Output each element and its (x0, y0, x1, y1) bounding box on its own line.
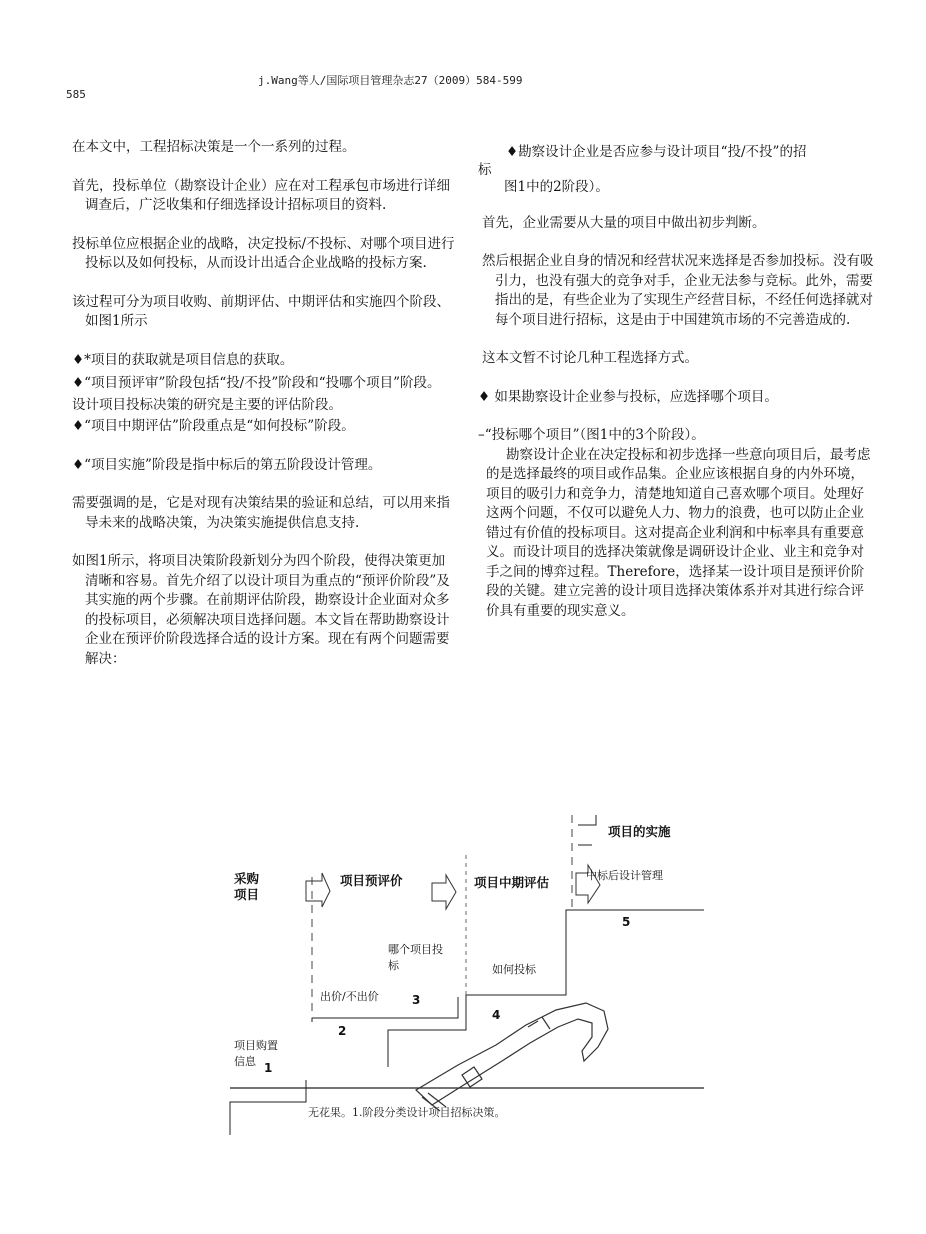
paragraph: 该过程可分为项目收购、前期评估、中期评估和实施四个阶段、如图1所示 (72, 293, 450, 329)
stage-number: 4 (492, 1008, 501, 1022)
which-project-label: 哪个项目投 标 (388, 943, 443, 972)
bullet-item: ♦ 如果勘察设计企业参与投标，应选择哪个项目。 (478, 388, 778, 405)
paragraph: 如图1所示，将项目决策阶段新划分为四个阶段，使得决策更加清晰和容易。首先介绍了以设计项目为重点的“预评价阶段”及其实施的两个步骤。在前期评估阶段，勘察设计企业面对众多的投标项目，必须解决项目选择问题。本文旨在帮助勘察设计企业在预评价阶段选择合适的设计方案。现在有两个问题需要解决： (72, 553, 450, 667)
right-column (478, 143, 876, 635)
arrow-icon (432, 875, 456, 909)
stage-pre-eval-label: 项目预评价 (340, 873, 403, 888)
figure-caption: 无花果。1.阶段分类设计项目招标决策。 (308, 1106, 506, 1119)
left-column (72, 138, 456, 683)
paragraph: 投标单位应根据企业的战略，决定投标/不投标、对哪个项目进行投标以及如何投标，从而设计出适合企业战略的投标方案. (72, 235, 455, 271)
arrow-icon (306, 873, 330, 907)
paragraph: 这本文暂不讨论几种工程选择方式。 (482, 350, 698, 366)
page-number: 585 (66, 88, 86, 101)
bullet-item: ♦“项目实施”阶段是指中标后的第五阶段设计管理。 (72, 456, 382, 473)
paragraph: 设计项目投标决策的研究是主要的评估阶段。 (72, 396, 342, 413)
stage-diagram (226, 815, 716, 1145)
stage-steps (388, 910, 704, 1067)
bullet-item-line: ♦勘察设计企业是否应参与设计项目“投/不投”的招 (506, 144, 807, 160)
paragraph: 首先，投标单位（勘察设计企业）应在对工程承包市场进行详细调查后，广泛收集和仔细选择设计招标项目的资料. (72, 177, 450, 213)
paragraph: 然后根据企业自身的情况和经营状况来选择是否参加投标。没有吸引力，也没有强大的竞争对手，企业无法参与竞标。此外，需要指出的是，有些企业为了实现生产经营目标，不经任何选择就对每个项目进行招标，这是由于中国建筑市场的不完善造成的. (482, 253, 874, 328)
bullet-item: ♦*项目的获取就是项目信息的获取。 (72, 351, 294, 368)
paragraph: 需要强调的是，它是对现有决策结果的验证和总结，可以用来指导未来的战略决策，为决策实施提供信息支持. (72, 495, 450, 531)
bullet-item: ♦“项目中期评估”阶段重点是“如何投标”阶段。 (72, 418, 355, 434)
curved-arrow-icon (416, 1003, 608, 1111)
stage-number: 2 (338, 1024, 347, 1038)
stage-impl-label: 项目的实施 (608, 824, 671, 839)
info-label: 项目购置 信息 (234, 1039, 278, 1068)
figure-1 (226, 815, 716, 1145)
bid-nobid-label: 出价/不出价 (320, 990, 379, 1003)
bullet-item: –“投标哪个项目”（图1中的3个阶段）。 (478, 427, 705, 443)
after-win-label: 中标后设计管理 (586, 869, 663, 882)
paragraph: 首先，企业需要从大量的项目中做出初步判断。 (482, 214, 766, 231)
running-head: j.Wang等人/国际项目管理杂志27（2009）584-599 (258, 74, 523, 87)
paragraph: 勘察设计企业在决定投标和初步选择一些意向项目后，最考虑的是选择最终的项目或作品集。企业应该根据自身的内外环境，项目的吸引力和竞争力，清楚地知道自己喜欢哪个项目。处理好这两个问题，不仅可以避免人力、物力的浪费，也可以防止企业错过有价值的投标项目。这对提高企业利润和中标率具有重要意义。而设计项目的选择决策就像是调研设计企业、业主和竞争对手之间的博弈过程。Therefore，选择某一设计项目是预评价阶段的关键。建立完善的设计项目选择决策体系并对其进行综合评价具有重要的现实意义。 (486, 446, 871, 619)
stage-mid-eval-label: 项目中期评估 (474, 875, 550, 890)
bullet-item-line: 图1中的2阶段）。 (504, 179, 609, 195)
stage-number: 5 (622, 915, 631, 929)
stage-number: 1 (264, 1061, 273, 1075)
paragraph: 在本文中，工程招标决策是一个一系列的过程。 (72, 139, 356, 155)
how-to-bid-label: 如何投标 (492, 963, 536, 976)
bullet-item: ♦“项目预评审”阶段包括“投/不投”阶段和“投哪个项目”阶段。 (72, 375, 441, 391)
stage-procurement-label: 采购 项目 (234, 871, 260, 902)
stage-number: 3 (412, 993, 421, 1007)
bullet-item-line: 标 (478, 161, 492, 178)
